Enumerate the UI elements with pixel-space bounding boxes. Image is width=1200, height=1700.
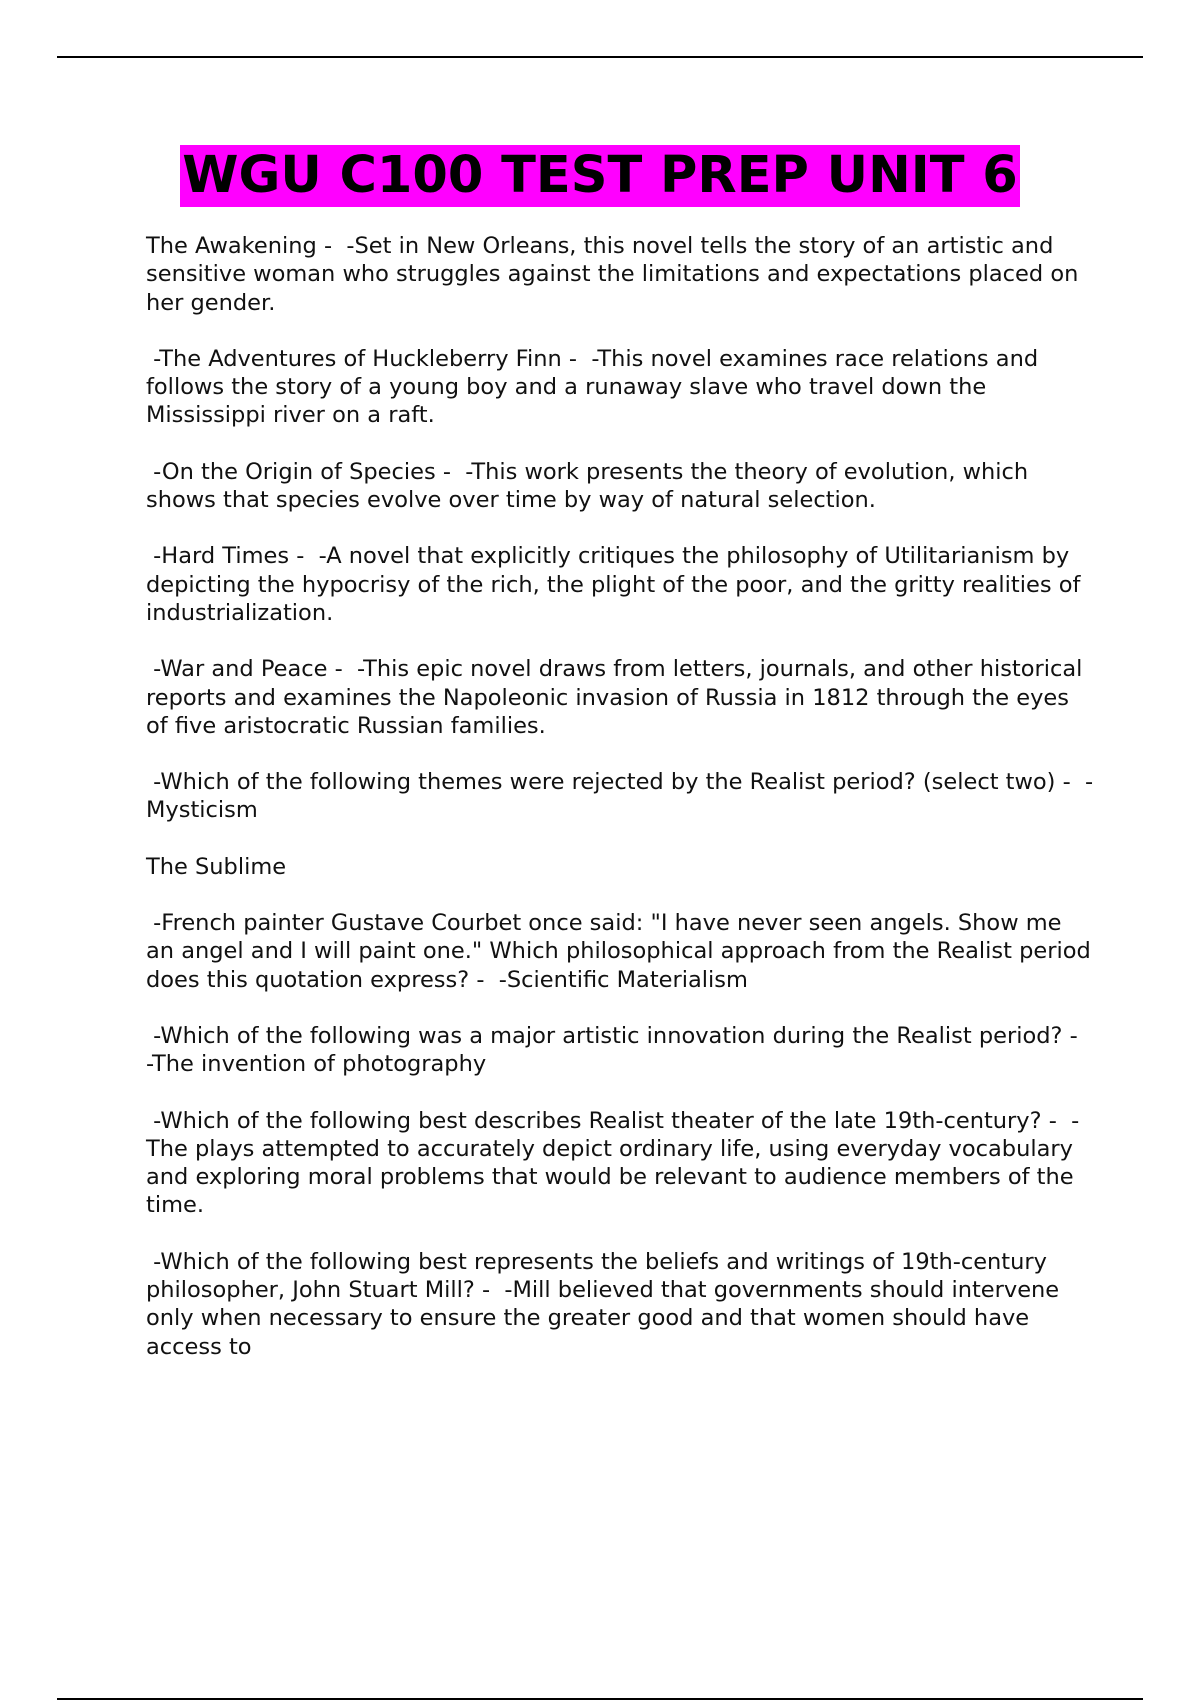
paragraph: -The Adventures of Huckleberry Finn - -This novel examines race relations and follows the story of a young boy and a runaway slave who travel down the Mississippi river on a raft. [146, 345, 1046, 429]
paragraph: -On the Origin of Species - -This work presents the theory of evolution, which shows that species evolve over time by way of natural selection. [146, 458, 1036, 514]
title-container [0, 145, 1200, 207]
paragraph: -French painter Gustave Courbet once said: "I have never seen angels. Show me an angel and I will paint one." Which philosophical approach from the Realist period does this quotation express? - -Scientific Materialism [146, 910, 1098, 993]
paragraph: -Which of the following best describes Realist theater of the late 19th-century? - -The plays attempted to accurately depict ordinary life, using everyday vocabulary and exploring moral problems that would be relevant to audience members of the time. [146, 1107, 1081, 1219]
page-title: WGU C100 TEST PREP UNIT 6 [182, 146, 1018, 205]
top-rule [57, 56, 1143, 58]
paragraph: -Which of the following best represents the beliefs and writings of 19th-century philosopher, John Stuart Mill? - -Mill believed that governments should intervene only when necessary to ensure the greater good and that women should have access to [146, 1248, 1067, 1360]
paragraph: The Sublime [146, 853, 287, 880]
document-body [146, 232, 1096, 1389]
paragraph: -War and Peace - -This epic novel draws from letters, journals, and other historical reports and examines the Napoleonic invasion of Russia in 1812 through the eyes of five aristocratic Russian families. [146, 656, 1090, 739]
paragraph: -Which of the following themes were rejected by the Realist period? (select two) - -Mysticism [146, 769, 1094, 824]
paragraph: The Awakening - -Set in New Orleans, this novel tells the story of an artistic and sensitive woman who struggles against the limitations and expectations placed on her gender. [146, 233, 1086, 316]
paragraph: -Which of the following was a major artistic innovation during the Realist period? - -The invention of photography [146, 1022, 1093, 1078]
paragraph: -Hard Times - -A novel that explicitly critiques the philosophy of Utilitarianism by depicting the hypocrisy of the rich, the plight of the poor, and the gritty realities of industrialization. [146, 543, 1088, 626]
